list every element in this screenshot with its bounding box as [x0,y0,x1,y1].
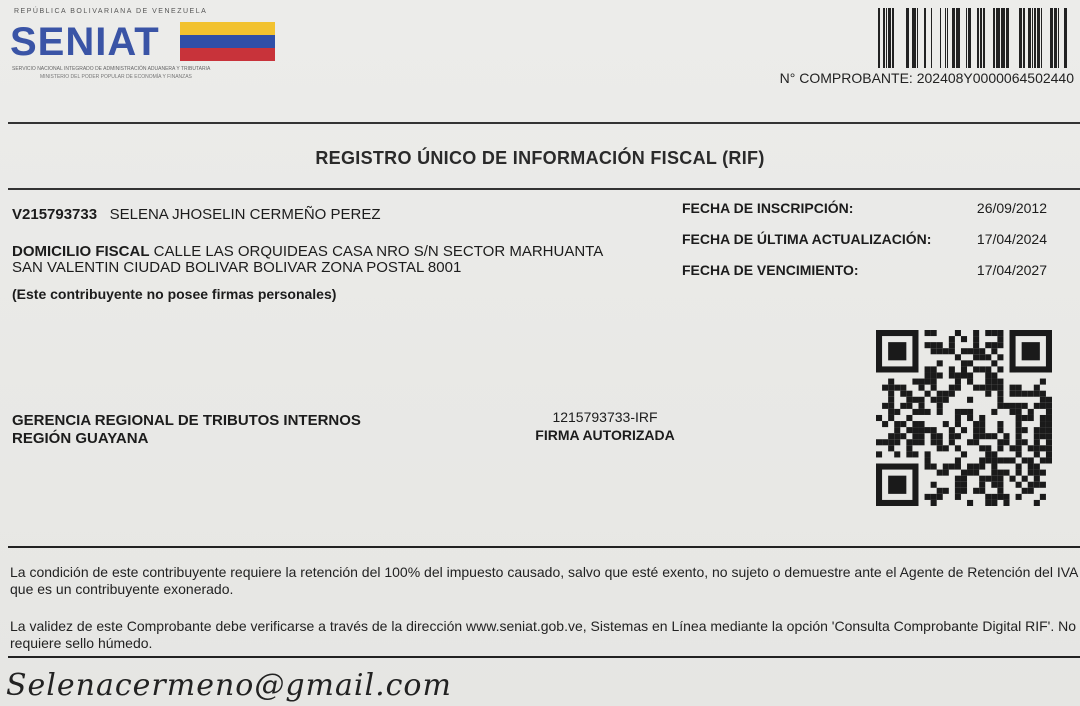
comprobante-number [780,70,1074,86]
footer-notes [8,546,1080,658]
signature-label: FIRMA AUTORIZADA [535,427,675,443]
logo-wordmark: SENIAT [10,20,160,64]
handwritten-email: Selenacermeno@gmail.com [6,668,452,703]
date-row-inscripcion [682,200,1052,231]
retention-note: La condición de este contribuyente requiere la retención del 100% del impuesto causado, salvo que esté exento, no sujeto o demuestre ante el Agente de Retención del IVA que es un contribuyente exonerado. [10,564,1078,597]
date-label: FECHA DE VENCIMIENTO: [682,262,859,278]
authorized-signature [490,408,720,444]
logo-subtitle: SERVICIO NACIONAL INTEGRADO DE ADMINISTRACIÓN ADUANERA Y TRIBUTARIA [12,66,211,72]
divider-title [8,188,1080,190]
venezuela-flag-icon [180,22,275,62]
date-row-actualizacion [682,231,1052,262]
seniat-logo [10,8,280,86]
validity-note: La validez de este Comprobante debe verificarse a través de la dirección www.seniat.gob.ve, Sistemas en Línea mediante la opción 'Consulta Comprobante Digital RIF'. No requiere sello húmedo. [10,618,1077,651]
rif-number: V215793733 [12,206,98,223]
date-value: 17/04/2027 [976,262,1047,278]
date-value: 17/04/2024 [976,231,1047,247]
barcode-icon [878,8,1074,68]
address-line-1: CALLE LAS ORQUIDEAS CASA NRO S/N SECTOR MARHUANTA [153,243,604,260]
dates-block [682,200,1052,293]
date-label: FECHA DE ÚLTIMA ACTUALIZACIÓN: [682,231,932,247]
logo-republica-text: REPÚBLICA BOLIVARIANA DE VENEZUELA [14,8,208,15]
taxpayer-id-line [12,206,381,223]
date-label: FECHA DE INSCRIPCIÓN: [682,200,854,216]
comprobante-value: 202408Y0000064502440 [916,70,1074,86]
fiscal-address [12,244,692,276]
document-title: REGISTRO ÚNICO DE INFORMACIÓN FISCAL (RIF) [315,148,765,168]
office-line-1: GERENCIA REGIONAL DE TRIBUTOS INTERNOS [12,412,361,429]
address-line-2: SAN VALENTIN CIUDAD BOLIVAR BOLIVAR ZONA POSTAL 8001 [12,259,462,276]
qr-code-icon [876,328,1052,508]
logo-ministry: MINISTERIO DEL PODER POPULAR DE ECONOMÍA Y FINANZAS [40,74,192,80]
no-signatures-note: (Este contribuyente no posee firmas personales) [12,286,337,302]
date-row-vencimiento [682,262,1052,293]
taxpayer-name: SELENA JHOSELIN CERMEÑO PEREZ [109,206,381,223]
signature-code: 1215793733-IRF [552,409,658,425]
office-line-2: REGIÓN GUAYANA [12,430,149,447]
date-value: 26/09/2012 [976,200,1047,216]
regional-office [12,412,361,448]
divider-top [8,122,1080,124]
comprobante-label: N° COMPROBANTE: [779,70,913,86]
address-label: DOMICILIO FISCAL [12,243,150,260]
